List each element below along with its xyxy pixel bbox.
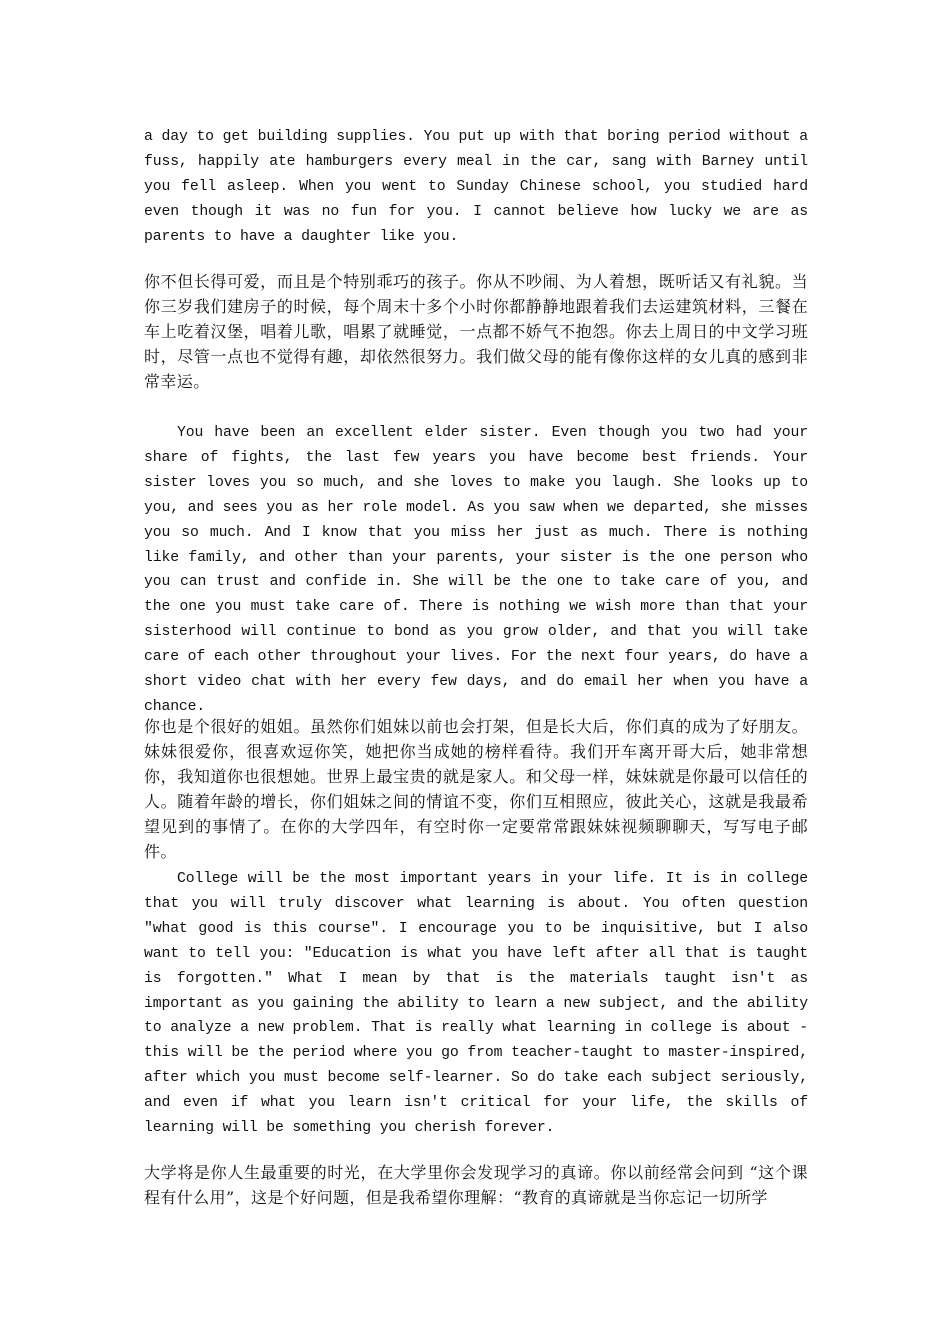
paragraph-english-2: You have been an excellent elder sister. Even though you two had your share of fights, the last few years you have become best friends. Your sister loves you so much, and she loves to make you laugh. She looks up to you, and sees you as her role model. As you saw when we departed, she misses you so much. And I know that you miss her just as much. There is nothing like family, and other than your parents, your sister is the one person who you can trust and confide in. She will be the one to take care of you, and the one you must take care of. There is nothing we wish more than that your sisterhood will continue to bond as you grow older, and that you will take care of each other throughout your lives. For the next four years, do have a short video chat with her every few days, and do email her when you have a chance. [144, 425, 808, 715]
paragraph-english-1: a day to get building supplies. You put up with that boring period without a fuss, happily ate hamburgers every meal in the car, sang with Barney until you fell asleep. When you went to Sunday Chinese school, you studied hard even though it was no fun for you. I cannot believe how lucky we are as parents to have a daughter like you. [144, 129, 808, 245]
paragraph-chinese-3: 大学将是你人生最重要的时光，在大学里你会发现学习的真谛。你以前经常会问到 “这个课程有什么用”，这是个好问题，但是我希望你理解：“教育的真谛就是当你忘记一切所学 [144, 1163, 808, 1207]
paragraph-english-3: College will be the most important years in your life. It is in college that you will truly discover what learning is about. You often question "what good is this course". I encourage you to be inquisitive, but I also want to tell you: "Education is what you have left after all that is taught is forgotten." What I mean by that is the materials taught isn't as important as you gaining the ability to learn a new subject, and the ability to analyze a new problem. That is really what learning in college is about - this will be the period where you go from teacher-taught to master-inspired, after which you must become self-learner. So do take each subject seriously, and even if what you learn isn't critical for your life, the skills of learning will be something you cherish forever. [144, 871, 808, 1137]
paragraph-chinese-2: 你也是个很好的姐姐。虽然你们姐妹以前也会打架，但是长大后，你们真的成为了好朋友。妹妹很爱你，很喜欢逗你笑，她把你当成她的榜样看待。我们开车离开哥大后，她非常想你，我知道你也很想她。世界上最宝贵的就是家人。和父母一样，妹妹就是你最可以信任的人。随着年龄的增长，你们姐妹之间的情谊不变，你们互相照应，彼此关心，这就是我最希望见到的事情了。在你的大学四年，有空时你一定要常常跟妹妹视频聊聊天，写写电子邮件。 [144, 717, 808, 861]
paragraph-chinese-1: 你不但长得可爱，而且是个特别乖巧的孩子。你从不吵闹、为人着想，既听话又有礼貌。当你三岁我们建房子的时候，每个周末十多个小时你都静静地跟着我们去运建筑材料，三餐在车上吃着汉堡，唱着儿歌，唱累了就睡觉，一点都不娇气不抱怨。你去上周日的中文学习班时，尽管一点也不觉得有趣，却依然很努力。我们做父母的能有像你这样的女儿真的感到非常幸运。 [144, 272, 808, 391]
